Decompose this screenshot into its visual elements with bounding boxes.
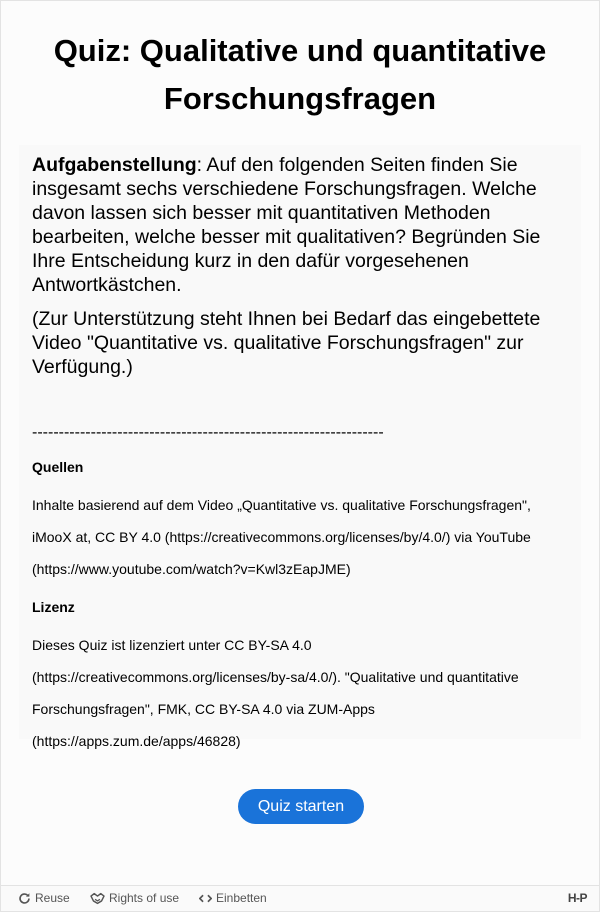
support-paragraph: (Zur Unterstützung steht Ihnen bei Bedarf das eingebettete Video "Quantitative vs. qualitative Forschungsfragen" zur Verfügung.)	[32, 308, 541, 378]
page-title: Quiz: Qualitative und quantitative Forschungsfragen	[53, 33, 547, 116]
embed-button[interactable]	[199, 891, 267, 905]
h5p-logo[interactable]: H-P	[567, 891, 587, 905]
license-text: Dieses Quiz ist lizenziert unter CC BY-SA 4.0 (https://creativecommons.org/licenses/by-sa/4.0/). "Qualitative und quantitative Forschungsfragen", FMK, CC BY-SA 4.0 via ZUM-Apps (https://apps.zum.de/apps/46828)	[32, 637, 519, 749]
license-heading: Lizenz	[32, 599, 75, 615]
reuse-label: Reuse	[35, 891, 70, 905]
code-icon	[199, 893, 212, 904]
task-label: Aufgabenstellung	[32, 154, 197, 176]
start-quiz-button[interactable]: Quiz starten	[238, 789, 364, 824]
reuse-button[interactable]	[18, 891, 70, 905]
intro-description	[19, 145, 581, 749]
reuse-icon	[18, 892, 31, 905]
handshake-icon	[90, 892, 105, 905]
separator: ------------------------------------------------------------------	[32, 424, 384, 441]
embed-label: Einbetten	[216, 891, 267, 905]
task-text: : Auf den folgenden Seiten finden Sie insgesamt sechs verschiedene Forschungsfragen. Welche davon lassen sich besser mit quantitativen Methoden bearbeiten, welche besser mit qualitativen? Begründen Sie Ihre Entscheidung kurz in den dafür vorgesehenen Antwortkästchen.	[32, 154, 541, 296]
sources-text: Inhalte basierend auf dem Video „Quantitative vs. qualitative Forschungsfragen", iMooX at, CC BY 4.0 (https://creativecommons.org/licenses/by/4.0/) via YouTube (https://www.youtube.com/watch?v=Kwl3zEapJME)	[32, 497, 531, 577]
footer-bar	[1, 885, 599, 911]
rights-label: Rights of use	[109, 891, 180, 905]
task-paragraph	[32, 153, 572, 297]
sources-heading: Quellen	[32, 459, 84, 475]
rights-of-use-button[interactable]	[90, 891, 179, 905]
